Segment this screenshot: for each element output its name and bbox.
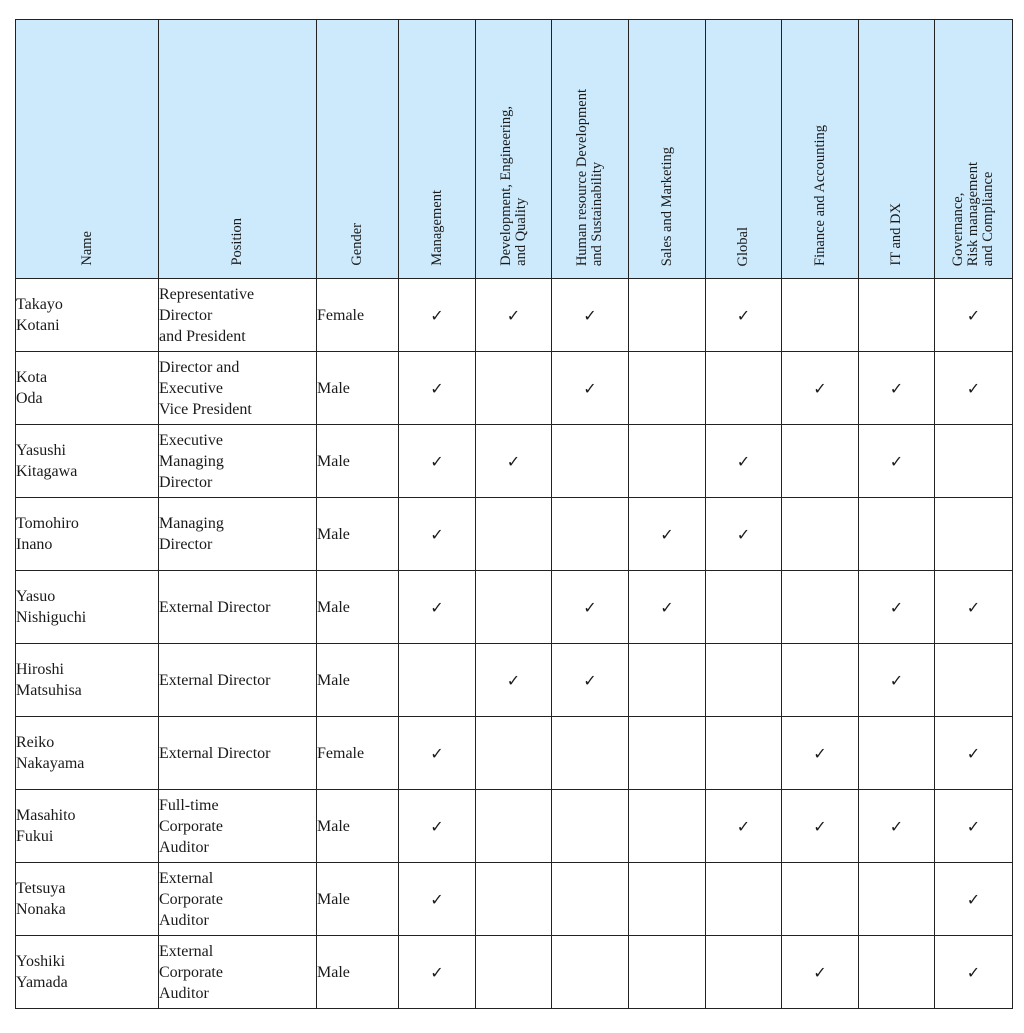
checkmark-icon: ✓ bbox=[430, 816, 444, 836]
table-row bbox=[16, 790, 1013, 863]
director-gender: Male bbox=[317, 352, 399, 425]
skill-cell bbox=[552, 279, 629, 352]
skill-cell bbox=[859, 498, 935, 571]
checkmark-icon: ✓ bbox=[583, 670, 597, 690]
skill-cell bbox=[782, 863, 859, 936]
skill-cell bbox=[629, 717, 706, 790]
director-gender: Male bbox=[317, 863, 399, 936]
header-global: Global bbox=[706, 20, 782, 279]
checkmark-icon: ✓ bbox=[966, 743, 981, 763]
header-finance: Finance and Accounting bbox=[782, 20, 859, 279]
header-human-resource: Human resource Development and Sustainability bbox=[552, 20, 629, 279]
director-gender: Female bbox=[317, 717, 399, 790]
skill-cell bbox=[935, 571, 1013, 644]
checkmark-icon: ✓ bbox=[736, 816, 751, 836]
skill-cell bbox=[476, 863, 552, 936]
table-row bbox=[16, 425, 1013, 498]
skill-cell bbox=[476, 279, 552, 352]
table-row bbox=[16, 352, 1013, 425]
skill-cell bbox=[859, 352, 935, 425]
skill-cell bbox=[782, 936, 859, 1009]
checkmark-icon: ✓ bbox=[583, 378, 597, 398]
skill-cell bbox=[399, 425, 476, 498]
skill-cell bbox=[935, 352, 1013, 425]
checkmark-icon: ✓ bbox=[889, 378, 904, 398]
skill-cell bbox=[399, 790, 476, 863]
skill-cell bbox=[859, 936, 935, 1009]
skill-cell bbox=[552, 790, 629, 863]
skill-cell bbox=[552, 352, 629, 425]
skill-cell bbox=[782, 717, 859, 790]
skill-cell bbox=[859, 644, 935, 717]
checkmark-icon: ✓ bbox=[966, 889, 981, 909]
checkmark-icon: ✓ bbox=[430, 743, 444, 763]
skill-cell bbox=[399, 717, 476, 790]
skill-cell bbox=[782, 425, 859, 498]
director-name: Reiko Nakayama bbox=[16, 717, 159, 790]
skill-cell bbox=[859, 279, 935, 352]
skill-cell bbox=[476, 644, 552, 717]
skill-cell bbox=[706, 352, 782, 425]
skill-cell bbox=[552, 571, 629, 644]
checkmark-icon: ✓ bbox=[506, 451, 521, 471]
skill-cell bbox=[782, 571, 859, 644]
header-name: Name bbox=[16, 20, 159, 279]
skill-cell bbox=[935, 936, 1013, 1009]
director-position: External Director bbox=[159, 571, 317, 644]
skill-cell bbox=[782, 352, 859, 425]
header-governance: Governance, Risk management and Compliance bbox=[935, 20, 1013, 279]
director-position: Representative Director and President bbox=[159, 279, 317, 352]
skill-cell bbox=[706, 936, 782, 1009]
header-row bbox=[16, 20, 1013, 279]
skill-cell bbox=[399, 279, 476, 352]
table-row bbox=[16, 279, 1013, 352]
checkmark-icon: ✓ bbox=[889, 670, 904, 690]
skill-cell bbox=[476, 571, 552, 644]
director-name: Tomohiro Inano bbox=[16, 498, 159, 571]
skill-cell bbox=[935, 717, 1013, 790]
skill-cell bbox=[859, 790, 935, 863]
table-row bbox=[16, 644, 1013, 717]
skill-cell bbox=[706, 571, 782, 644]
checkmark-icon: ✓ bbox=[583, 597, 597, 617]
director-position: External Director bbox=[159, 717, 317, 790]
director-gender: Male bbox=[317, 644, 399, 717]
skill-cell bbox=[476, 717, 552, 790]
skill-cell bbox=[629, 936, 706, 1009]
checkmark-icon: ✓ bbox=[966, 597, 981, 617]
checkmark-icon: ✓ bbox=[813, 378, 827, 398]
skill-cell bbox=[476, 425, 552, 498]
skill-cell bbox=[935, 790, 1013, 863]
director-position: Managing Director bbox=[159, 498, 317, 571]
skill-cell bbox=[399, 644, 476, 717]
skill-cell bbox=[629, 790, 706, 863]
checkmark-icon: ✓ bbox=[430, 889, 444, 909]
checkmark-icon: ✓ bbox=[966, 962, 981, 982]
skill-cell bbox=[399, 571, 476, 644]
skill-cell bbox=[935, 644, 1013, 717]
checkmark-icon: ✓ bbox=[966, 816, 981, 836]
checkmark-icon: ✓ bbox=[736, 305, 751, 325]
skill-cell bbox=[399, 498, 476, 571]
skills-matrix-table bbox=[15, 19, 1013, 1009]
table-row bbox=[16, 936, 1013, 1009]
skill-cell bbox=[552, 717, 629, 790]
checkmark-icon: ✓ bbox=[583, 305, 597, 325]
checkmark-icon: ✓ bbox=[506, 670, 521, 690]
header-sales-marketing: Sales and Marketing bbox=[629, 20, 706, 279]
checkmark-icon: ✓ bbox=[889, 451, 904, 471]
skill-cell bbox=[935, 498, 1013, 571]
checkmark-icon: ✓ bbox=[889, 816, 904, 836]
skill-cell bbox=[629, 571, 706, 644]
director-name: Tetsuya Nonaka bbox=[16, 863, 159, 936]
skill-cell bbox=[706, 644, 782, 717]
skill-cell bbox=[629, 425, 706, 498]
skill-cell bbox=[476, 498, 552, 571]
director-gender: Female bbox=[317, 279, 399, 352]
skill-cell bbox=[476, 936, 552, 1009]
table-row bbox=[16, 498, 1013, 571]
skill-cell bbox=[859, 571, 935, 644]
skill-cell bbox=[935, 279, 1013, 352]
skill-cell bbox=[552, 498, 629, 571]
skill-cell bbox=[629, 644, 706, 717]
skill-cell bbox=[859, 717, 935, 790]
skill-cell bbox=[706, 279, 782, 352]
skill-cell bbox=[552, 863, 629, 936]
skill-cell bbox=[629, 498, 706, 571]
checkmark-icon: ✓ bbox=[506, 305, 521, 325]
skill-cell bbox=[859, 863, 935, 936]
checkmark-icon: ✓ bbox=[430, 305, 444, 325]
skill-cell bbox=[552, 425, 629, 498]
skill-cell bbox=[399, 936, 476, 1009]
header-gender: Gender bbox=[317, 20, 399, 279]
header-position: Position bbox=[159, 20, 317, 279]
skill-cell bbox=[935, 863, 1013, 936]
checkmark-icon: ✓ bbox=[966, 305, 981, 325]
skill-cell bbox=[706, 863, 782, 936]
skill-cell bbox=[629, 279, 706, 352]
director-name: Kota Oda bbox=[16, 352, 159, 425]
director-position: Executive Managing Director bbox=[159, 425, 317, 498]
checkmark-icon: ✓ bbox=[430, 524, 444, 544]
director-name: Yasuo Nishiguchi bbox=[16, 571, 159, 644]
skill-cell bbox=[782, 279, 859, 352]
skill-cell bbox=[476, 790, 552, 863]
checkmark-icon: ✓ bbox=[966, 378, 981, 398]
director-name: Yoshiki Yamada bbox=[16, 936, 159, 1009]
checkmark-icon: ✓ bbox=[430, 378, 444, 398]
skill-cell bbox=[706, 425, 782, 498]
director-gender: Male bbox=[317, 425, 399, 498]
skill-cell bbox=[629, 863, 706, 936]
header-it-dx: IT and DX bbox=[859, 20, 935, 279]
director-gender: Male bbox=[317, 936, 399, 1009]
skill-cell bbox=[782, 790, 859, 863]
skill-cell bbox=[552, 936, 629, 1009]
director-name: Yasushi Kitagawa bbox=[16, 425, 159, 498]
checkmark-icon: ✓ bbox=[813, 962, 827, 982]
skill-cell bbox=[629, 352, 706, 425]
table-row bbox=[16, 571, 1013, 644]
director-name: Hiroshi Matsuhisa bbox=[16, 644, 159, 717]
director-position: Full-time Corporate Auditor bbox=[159, 790, 317, 863]
skill-cell bbox=[706, 498, 782, 571]
director-position: External Director bbox=[159, 644, 317, 717]
checkmark-icon: ✓ bbox=[430, 962, 444, 982]
skill-cell bbox=[399, 352, 476, 425]
checkmark-icon: ✓ bbox=[889, 597, 904, 617]
director-gender: Male bbox=[317, 790, 399, 863]
checkmark-icon: ✓ bbox=[660, 524, 674, 544]
skill-cell bbox=[399, 863, 476, 936]
header-management: Management bbox=[399, 20, 476, 279]
director-name: Masahito Fukui bbox=[16, 790, 159, 863]
header-development: Development, Engineering, and Quality bbox=[476, 20, 552, 279]
checkmark-icon: ✓ bbox=[430, 597, 444, 617]
checkmark-icon: ✓ bbox=[430, 451, 444, 471]
director-gender: Male bbox=[317, 498, 399, 571]
skill-cell bbox=[782, 644, 859, 717]
table-row bbox=[16, 717, 1013, 790]
skill-cell bbox=[706, 790, 782, 863]
director-position: Director and Executive Vice President bbox=[159, 352, 317, 425]
skill-cell bbox=[706, 717, 782, 790]
skill-cell bbox=[552, 644, 629, 717]
director-position: External Corporate Auditor bbox=[159, 936, 317, 1009]
table-body bbox=[16, 279, 1013, 1009]
director-name: Takayo Kotani bbox=[16, 279, 159, 352]
director-position: External Corporate Auditor bbox=[159, 863, 317, 936]
checkmark-icon: ✓ bbox=[813, 743, 827, 763]
checkmark-icon: ✓ bbox=[736, 524, 751, 544]
skill-cell bbox=[935, 425, 1013, 498]
checkmark-icon: ✓ bbox=[813, 816, 827, 836]
skill-cell bbox=[859, 425, 935, 498]
checkmark-icon: ✓ bbox=[736, 451, 751, 471]
table-row bbox=[16, 863, 1013, 936]
director-gender: Male bbox=[317, 571, 399, 644]
skill-cell bbox=[782, 498, 859, 571]
checkmark-icon: ✓ bbox=[660, 597, 674, 617]
skill-cell bbox=[476, 352, 552, 425]
